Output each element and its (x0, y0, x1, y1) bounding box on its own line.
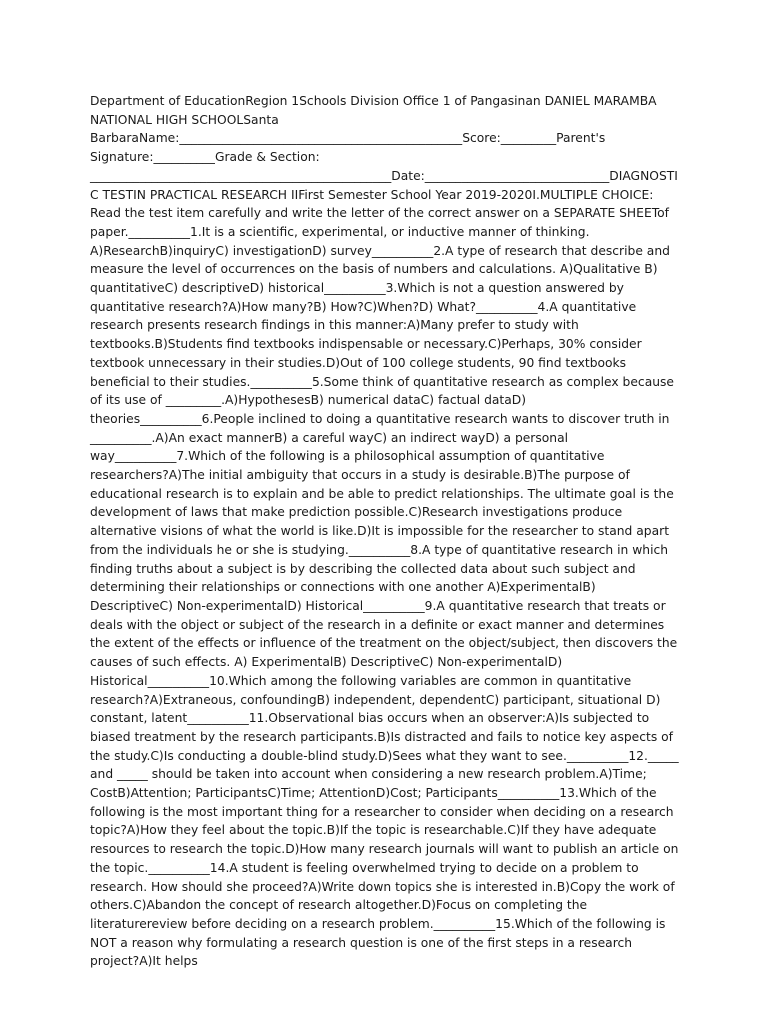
document-body-text: Department of EducationRegion 1Schools Division Office 1 of Pangasinan DANIEL MARAMBA NATIONAL HIGH SCHOOLSanta BarbaraName:______________________________________________Score:_________Parent's Signature:__________Grade & Section: _________________________________________________Date:______________________________DIAGNOSTIC TESTIN PRACTICAL RESEARCH IIFirst Semester School Year 2019-2020I.MULTIPLE CHOICE: Read the test item carefully and write the letter of the correct answer on a SEPARATE SHEETof paper.__________1.It is a scientific, experimental, or inductive manner of thinking. A)ResearchB)inquiryC) investigationD) survey__________2.A type of research that describe and measure the level of occurrences on the basis of numbers and calculations. A)Qualitative B) quantitativeC) descriptiveD) historical__________3.Which is not a question answered by quantitative research?A)How many?B) How?C)When?D) What?__________4.A quantitative research presents research findings in this manner:A)Many prefer to study with textbooks.B)Students find textbooks indispensable or necessary.C)Perhaps, 30% consider textbook unnecessary in their studies.D)Out of 100 college students, 90 find textbooks beneficial to their studies.__________5.Some think of quantitative research as complex because of its use of _________.A)HypothesesB) numerical dataC) factual dataD) theories__________6.People inclined to doing a quantitative research wants to discover truth in __________.A)An exact mannerB) a careful wayC) an indirect wayD) a personal way__________7.Which of the following is a philosophical assumption of quantitative researchers?A)The initial ambiguity that occurs in a study is desirable.B)The purpose of educational research is to explain and be able to predict relationships. The ultimate goal is the development of laws that make prediction possible.C)Research investigations produce alternative visions of what the world is like.D)It is impossible for the researcher to stand apart from the individuals he or she is studying.__________8.A type of quantitative research in which finding truths about a subject is by describing the collected data about such subject and determining their relationships or connections with one another A)ExperimentalB) DescriptiveC) Non-experimentalD) Historical__________9.A quantitative research that treats or deals with the object or subject of the research in a definite or exact manner and determines the extent of the effects or influence of the treatment on the object/subject, then discovers the causes of such effects. A) ExperimentalB) DescriptiveC) Non-experimentalD) Historical__________10.Which among the following variables are common in quantitative research?A)Extraneous, confoundingB) independent, dependentC) participant, situational D) constant, latent__________11.Observational bias occurs when an observer:A)Is subjected to biased treatment by the research participants.B)Is distracted and fails to notice key aspects of the study.C)Is conducting a double-blind study.D)Sees what they want to see.__________12._____ and _____ should be taken into account when considering a new research problem.A)Time; CostB)Attention; ParticipantsC)Time; AttentionD)Cost; Participants__________13.Which of the following is the most important thing for a researcher to consider when deciding on a research topic?A)How they feel about the topic.B)If the topic is researchable.C)If they have adequate resources to research the topic.D)How many research journals will want to publish an article on the topic.__________14.A student is feeling overwhelmed trying to decide on a problem to research. How should she proceed?A)Write down topics she is interested in.B)Copy the work of others.C)Abandon the concept of research altogether.D)Focus on completing the literaturereview before deciding on a research problem.__________15.Which of the following is NOT a reason why formulating a research question is one of the first steps in a research project?A)It helps (90, 94, 679, 969)
